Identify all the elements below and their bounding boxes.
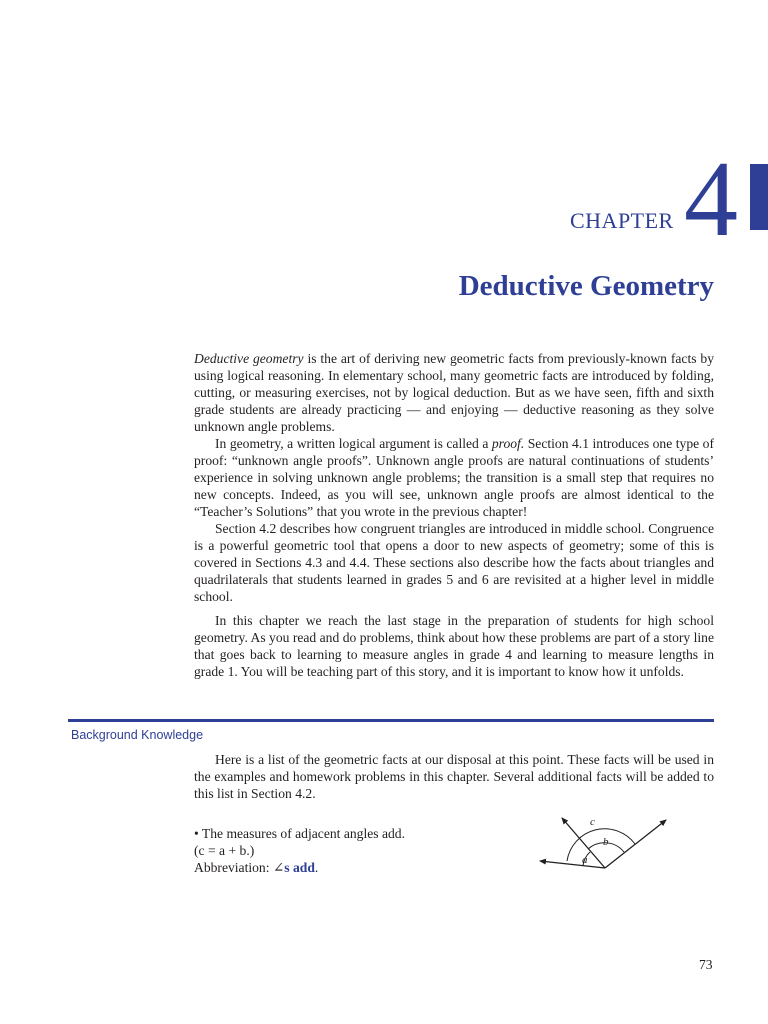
- intro-paragraph-2: [194, 435, 714, 520]
- background-paragraph: Here is a list of the geometric facts at our disposal at this point. These facts will be used in the examples and homework problems in this chapter. Several additional facts will be added to this list in Section 4.2.: [194, 752, 714, 801]
- label-c: c: [590, 816, 595, 828]
- intro-paragraph-4: In this chapter we reach the last stage in the preparation of students for high school geometry. As you read and do problems, think about how these problems are part of a story line that goes back to learning to measure angles in grade 4 and learning to measure lengths in grade 1. You will be teaching part of this story, and it is important to know how it unfolds.: [194, 613, 714, 679]
- term-deductive-geometry: Deductive geometry: [194, 351, 304, 366]
- angle-symbol: ∠: [272, 860, 285, 875]
- section-heading: Background Knowledge: [71, 728, 204, 742]
- intro-paragraph-3: Section 4.2 describes how congruent triangles are introduced in middle school. Congruence is a powerful geometric tool that opens a door to new aspects of geometry; some of this is covered in Sections 4.3 and 4.4. These sections also describe how the facts about triangles and quadrilaterals that students learned in grades 5 and 6 are revisited at a higher level in middle school.: [194, 521, 714, 604]
- fact-statement: • The measures of adjacent angles add.: [194, 826, 405, 841]
- fact-abbreviation: [194, 859, 514, 876]
- chapter-accent-bar: [750, 164, 768, 230]
- section-divider: [68, 719, 714, 722]
- ray-right: [605, 820, 666, 868]
- intro-text: [194, 350, 714, 680]
- ray-left: [540, 861, 605, 868]
- chapter-label: CHAPTER: [570, 208, 674, 233]
- label-a: a: [582, 854, 588, 866]
- chapter-title: Deductive Geometry: [458, 270, 714, 302]
- abbreviation-period: .: [314, 860, 319, 875]
- page-number: 73: [699, 957, 713, 972]
- fact-equation: (c = a + b.): [194, 843, 255, 858]
- fact-item: [194, 825, 514, 876]
- intro-paragraph-2-text-b: Section 4.1 introduces one type of proof: “unknown angle proofs”. Unknown angle proofs are natural continuations of students’ experience in solving unknown angle problems; the transition is a small step that requires no new concepts. Indeed, as you will see, unknown angle proofs are almost identical to the “Teacher’s Solutions” that you wrote in the previous chapter!: [194, 436, 714, 519]
- intro-paragraph-1: [194, 350, 714, 435]
- chapter-number: 4: [684, 140, 738, 259]
- intro-paragraph-2-text-a: In geometry, a written logical argument is called a: [215, 436, 492, 451]
- adjacent-angles-diagram: [530, 808, 680, 878]
- arc-c: [567, 829, 635, 861]
- term-proof: proof.: [491, 436, 525, 451]
- abbreviation-value: s add: [284, 860, 315, 875]
- intro-paragraph-1-text: is the art of deriving new geometric facts from previously-known facts by using logical reasoning. In elementary school, many geometric facts are introduced by folding, cutting, or measuring exercises, not by logical deduction. But as we have seen, fifth and sixth grade students are already practicing — and enjoying — deductive reasoning as they solve unknown angle problems.: [194, 351, 714, 434]
- label-b: b: [603, 836, 609, 848]
- abbreviation-label: Abbreviation:: [194, 860, 273, 875]
